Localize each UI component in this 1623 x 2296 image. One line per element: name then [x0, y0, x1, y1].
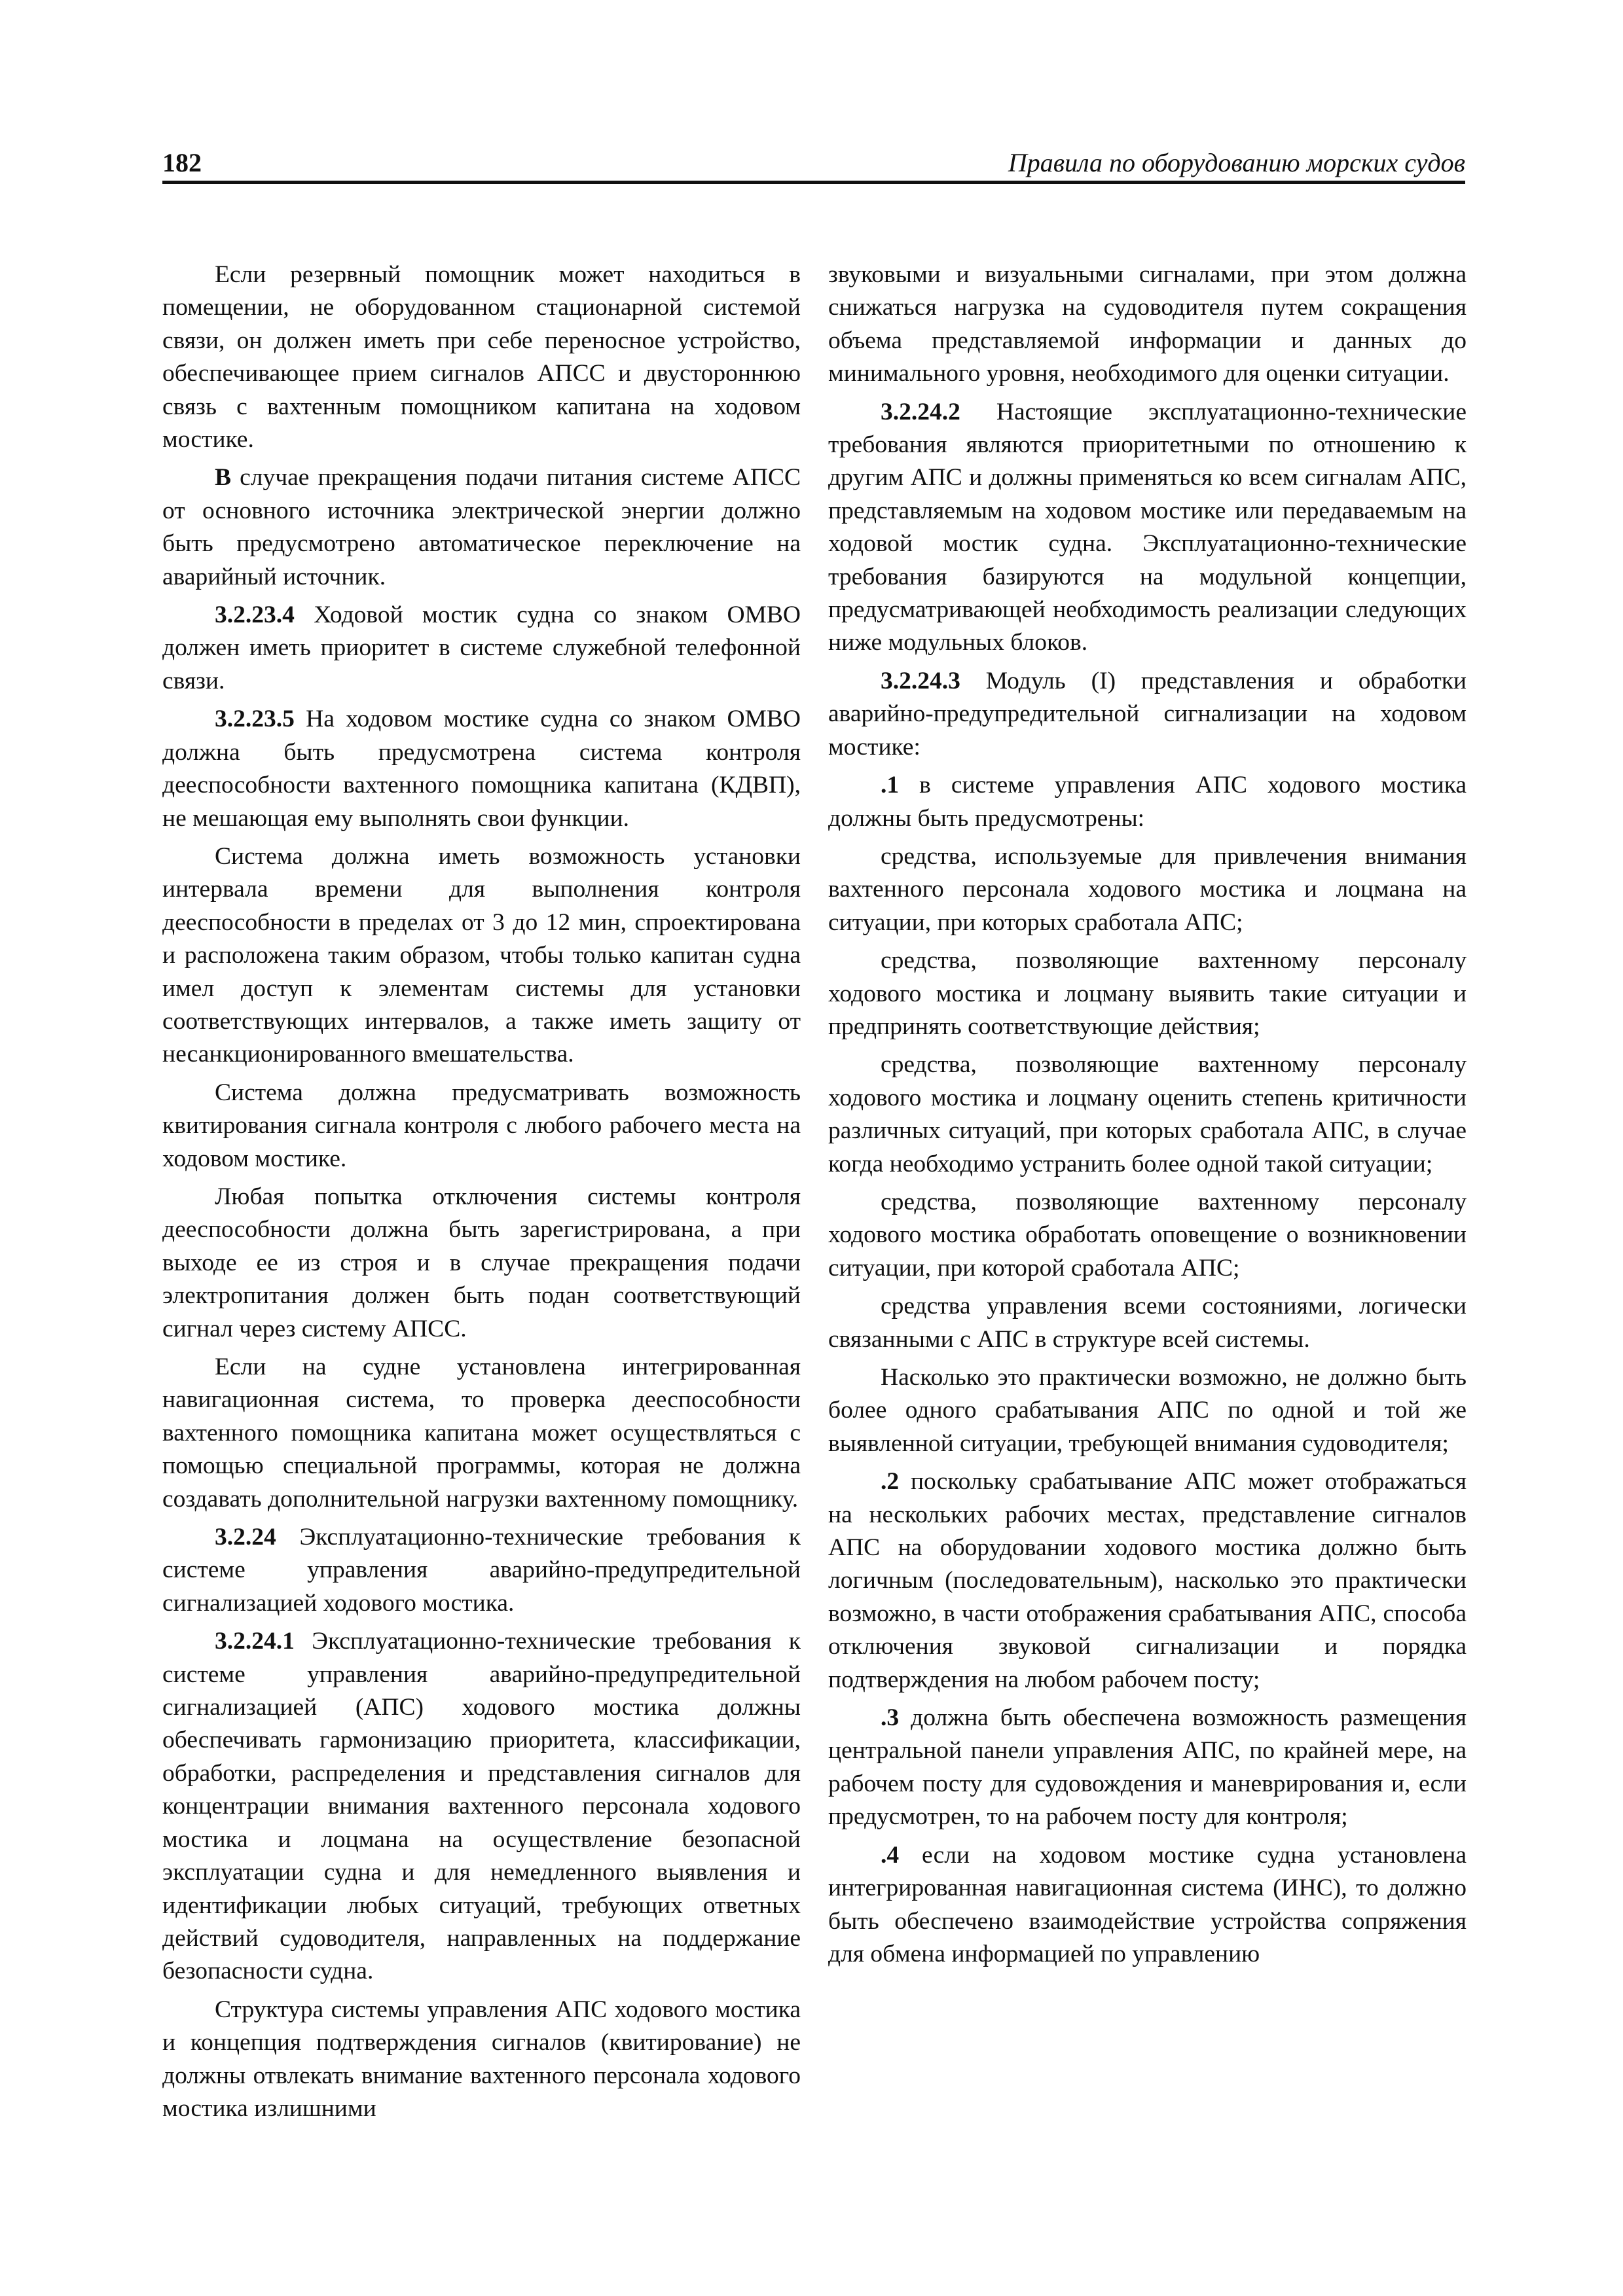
paragraph-text: звуковыми и визуальными сигналами, при этом должна снижаться нагрузка на судоводителя путем сокращения объема представляемой информации и данных до минимального уровня, необходимого для оценки ситуации. [828, 261, 1467, 387]
paragraph [162, 599, 801, 698]
paragraph-text: На ходовом мостике судна со знаком ОМВО должна быть предусмотрена система контроля дееспособности вахтенного помощника капитана (КДВП), не мешающая ему выполнять свои функции. [162, 706, 801, 832]
section-number: .2 [881, 1468, 900, 1496]
paragraph [828, 1702, 1467, 1834]
section-number: 3.2.24 [215, 1524, 276, 1551]
section-number: 3.2.24.2 [881, 398, 960, 425]
paragraph [828, 769, 1467, 835]
paragraph [828, 1186, 1467, 1285]
page-number: 182 [162, 148, 202, 177]
section-number: .3 [881, 1704, 900, 1732]
paragraph-text: в системе управления АПС ходового мостика должны быть предусмотрены: [828, 772, 1467, 832]
section-number: 3.2.23.5 [215, 706, 295, 733]
paragraph-text: средства управления всеми состояниями, логически связанными с АПС в структуре всей системы. [828, 1293, 1467, 1353]
paragraph [828, 396, 1467, 660]
paragraph-text: средства, позволяющие вахтенному персоналу ходового мостика и лоцману оценить степень критичности различных ситуаций, при которых сработала АПС, в случае когда необходимо устранить более одной такой ситуации; [828, 1051, 1467, 1177]
paragraph [162, 1181, 801, 1346]
paragraph-text: Настоящие эксплуатационно-технические требования являются приоритетными по отношению к другим АПС и должны применяться ко всем сигналам АПС, представляемым на ходовом мостике или передаваемым на ходовой мостик судна. Эксплуатационно-технические требования базируются на модульной концепции, предусматривающей необходимость реализации следующих ниже модульных блоков. [828, 398, 1467, 656]
paragraph [828, 840, 1467, 939]
paragraph-text: Модуль (I) представления и обработки аварийно-предупредительной сигнализации на ходовом мостике: [828, 667, 1467, 761]
paragraph [828, 259, 1467, 391]
paragraph-text: Эксплуатационно-технические требования к системе управления аварийно-предупредительной сигнализацией ходового мостика. [162, 1524, 801, 1617]
paragraph [828, 1290, 1467, 1356]
paragraph [162, 1994, 801, 2126]
paragraph [828, 1839, 1467, 1971]
paragraph [162, 1521, 801, 1620]
section-number: 3.2.24.3 [881, 667, 960, 694]
paragraph [162, 461, 801, 594]
page-header [162, 143, 1465, 184]
paragraph [828, 1465, 1467, 1696]
paragraph-text: Любая попытка отключения системы контроля дееспособности должна быть зарегистрирована, а при выходе ее из строя и в случае прекращения подачи электропитания должен быть подан соответствующий сигнал через систему АПСС. [162, 1183, 801, 1342]
section-number: 3.2.23.4 [215, 601, 295, 629]
paragraph [828, 944, 1467, 1043]
paragraph-text: если на ходовом мостике судна установлена интегрированная навигационная система (ИНС), то должно быть обеспечено взаимодействие устройства сопряжения для обмена информацией по управлению [828, 1841, 1467, 1967]
paragraph [162, 840, 801, 1071]
paragraph [162, 1625, 801, 1988]
paragraph [162, 703, 801, 835]
paragraph-text: Если на судне установлена интегрированная навигационная система, то проверка дееспособности вахтенного помощника капитана может осуществляться с помощью специальной программы, которая не должна создавать дополнительной нагрузки вахтенному помощнику. [162, 1354, 801, 1513]
paragraph-text: средства, позволяющие вахтенному персоналу ходового мостика обработать оповещение о возникновении ситуации, при которой сработала АПС; [828, 1188, 1467, 1282]
paragraph-text: Система должна предусматривать возможность квитирования сигнала контроля с любого рабочего места на ходовом мостике. [162, 1079, 801, 1172]
paragraph [162, 1351, 801, 1516]
paragraph [162, 1077, 801, 1175]
section-number: .1 [881, 772, 900, 799]
paragraph [828, 665, 1467, 764]
paragraph-text: средства, позволяющие вахтенному персоналу ходового мостика и лоцману выявить такие ситуации и предпринять соответствующие действия; [828, 947, 1467, 1040]
right-text-column [828, 259, 1467, 1976]
left-text-column [162, 259, 801, 2130]
paragraph-text: Насколько это практически возможно, не должно быть более одного срабатывания АПС по одной и той же выявленной ситуации, требующей внимания судоводителя; [828, 1364, 1467, 1457]
running-title: Правила по оборудованию морских судов [1008, 148, 1465, 177]
paragraph-text: Структура системы управления АПС ходового мостика и концепция подтверждения сигналов (квитирование) не должны отвлекать внимание вахтенного персонала ходового мостика излишними [162, 1996, 801, 2122]
paragraph-text: должна быть обеспечена возможность размещения центральной панели управления АПС, по крайней мере, на рабочем посту для судовождения и маневрирования и, если предусмотрен, то на рабочем посту для контроля; [828, 1704, 1467, 1831]
section-number: В [215, 464, 232, 492]
paragraph-text: Если резервный помощник может находиться в помещении, не оборудованном стационарной системой связи, он должен иметь при себе переносное устройство, обеспечивающее прием сигналов АПСС и двустороннюю связь с вахтенным помощником капитана на ходовом мостике. [162, 261, 801, 454]
paragraph-text: Система должна иметь возможность установки интервала времени для выполнения контроля дееспособности в пределах от 3 до 12 мин, спроектирована и расположена таким образом, чтобы только капитан судна имел доступ к элементам системы для установки соответствующих интервалов, а также иметь защиту от несанкционированного вмешательства. [162, 842, 801, 1068]
paragraph-text: поскольку срабатывание АПС может отображаться на нескольких рабочих местах, представление сигналов АПС на оборудовании ходового мостика должно быть логичным (последовательным), насколько это практически возможно, в части отображения срабатывания АПС, способа отключения звуковой сигнализации и порядка подтверждения на любом рабочем посту; [828, 1468, 1467, 1693]
paragraph-text: случае прекращения подачи питания системе АПСС от основного источника электрической энергии должно быть предусмотрено автоматическое переключение на аварийный источник. [162, 464, 801, 590]
paragraph-text: Ходовой мостик судна со знаком ОМВО должен иметь приоритет в системе служебной телефонной связи. [162, 601, 801, 694]
paragraph-text: средства, используемые для привлечения внимания вахтенного персонала ходового мостика и лоцмана на ситуации, при которых сработала АПС; [828, 842, 1467, 936]
section-number: 3.2.24.1 [215, 1628, 295, 1655]
paragraph [162, 259, 801, 456]
section-number: .4 [881, 1841, 900, 1869]
paragraph [828, 1049, 1467, 1181]
paragraph-text: Эксплуатационно-технические требования к системе управления аварийно-предупредительной сигнализацией (АПС) ходового мостика должны обеспечивать гармонизацию приоритета, классификации, обработки, распределения и представления сигналов для концентрации внимания вахтенного персонала ходового мостика и лоцмана на осуществление безопасной эксплуатации судна и для немедленного выявления и идентификации любых ситуаций, требующих ответных действий судоводителя, направленных на поддержание безопасности судна. [162, 1628, 801, 1985]
paragraph [828, 1361, 1467, 1460]
